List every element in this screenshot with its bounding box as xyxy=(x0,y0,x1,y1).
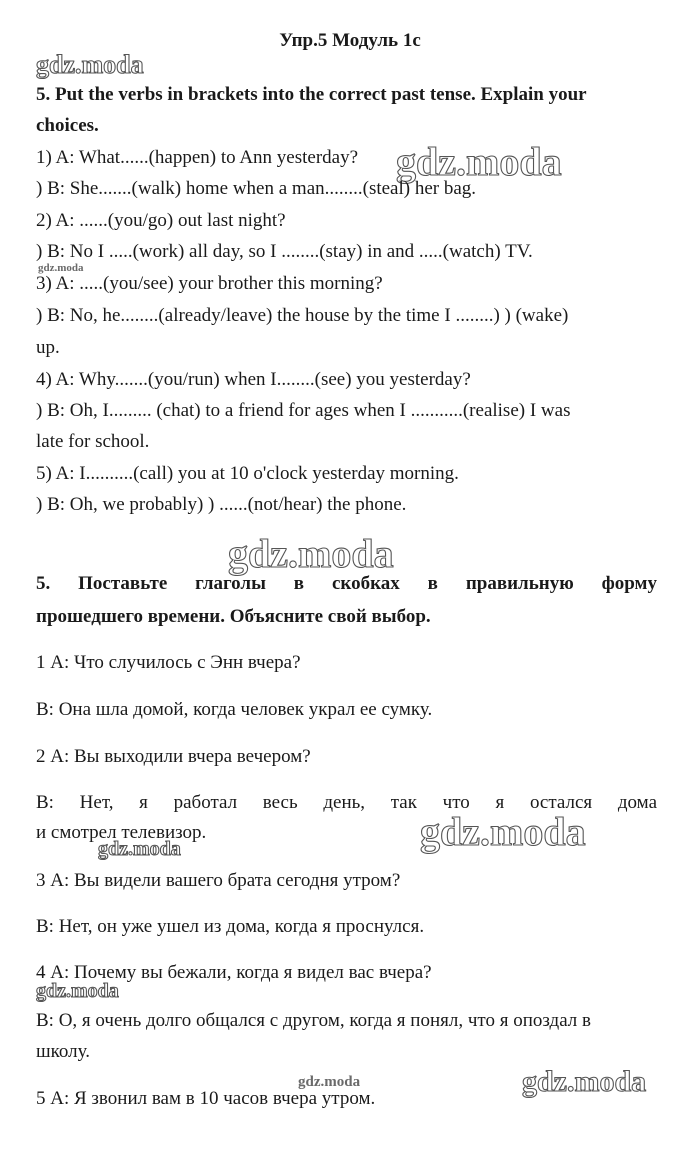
english-line: ) B: Oh, I......... (chat) to a friend for ages when I ...........(realise) I was xyxy=(36,400,571,421)
russian-line: B: О, я очень долго общался с другом, когда я понял, что я опоздал в xyxy=(36,1010,591,1031)
watermark-small: gdz.moda xyxy=(36,50,144,79)
english-line: 2) A: ......(you/go) out last night? xyxy=(36,210,286,231)
watermark-small: gdz.moda xyxy=(36,980,119,1002)
russian-line: B: Нет, он уже ушел из дома, когда я проснулся. xyxy=(36,916,425,937)
english-line: 4) A: Why.......(you/run) when I........(see) you yesterday? xyxy=(36,369,471,390)
watermark-large: gdz.moda xyxy=(228,531,394,576)
russian-line: и смотрел телевизор. xyxy=(36,822,207,843)
english-line: 5) A: I..........(call) you at 10 o'clock yesterday morning. xyxy=(36,463,459,484)
english-heading: 5. Put the verbs in brackets into the correct past tense. Explain your xyxy=(36,84,587,105)
english-line: ) B: No, he........(already/leave) the house by the time I ........) ) (wake) xyxy=(36,305,569,326)
russian-line: 2 А: Вы выходили вчера вечером? xyxy=(36,746,311,767)
russian-line: 1 А: Что случилось с Энн вчера? xyxy=(36,652,301,673)
watermark-large: gdz.moda xyxy=(396,139,562,184)
english-line: up. xyxy=(36,337,60,358)
english-line: 3) A: .....(you/see) your brother this morning? xyxy=(36,273,383,294)
english-heading: choices. xyxy=(36,115,99,136)
russian-heading: 5. Поставьте глаголы в скобках в правильную форму xyxy=(36,573,657,594)
watermark-small: gdz.moda xyxy=(298,1074,361,1090)
russian-line: B: Она шла домой, когда человек украл ее сумку. xyxy=(36,699,433,720)
english-line: ) B: No I .....(work) all day, so I ........(stay) in and .....(watch) TV. xyxy=(36,241,533,262)
russian-line: B: Нет, я работал весь день, так что я остался дома xyxy=(36,792,657,813)
russian-line: 3 А: Вы видели вашего брата сегодня утром? xyxy=(36,870,401,891)
english-line: late for school. xyxy=(36,431,150,452)
russian-line: 4 А: Почему вы бежали, когда я видел вас вчера? xyxy=(36,962,432,983)
watermark-small: gdz.moda xyxy=(98,838,181,860)
english-line: 1) A: What......(happen) to Ann yesterday? xyxy=(36,147,359,168)
russian-heading: прошедшего времени. Объясните свой выбор. xyxy=(36,606,431,627)
watermark-large: gdz.moda xyxy=(522,1065,647,1098)
english-line: ) B: Oh, we probably) ) ......(not/hear) the phone. xyxy=(36,494,407,515)
watermark-small: gdz.moda xyxy=(38,262,84,274)
russian-line: 5 А: Я звонил вам в 10 часов вчера утром. xyxy=(36,1088,376,1109)
watermark-large: gdz.moda xyxy=(420,809,586,854)
page-title: Упр.5 Модуль 1c xyxy=(279,30,421,51)
english-line: ) B: She.......(walk) home when a man........(steal) her bag. xyxy=(36,178,477,199)
russian-line: школу. xyxy=(36,1041,90,1062)
